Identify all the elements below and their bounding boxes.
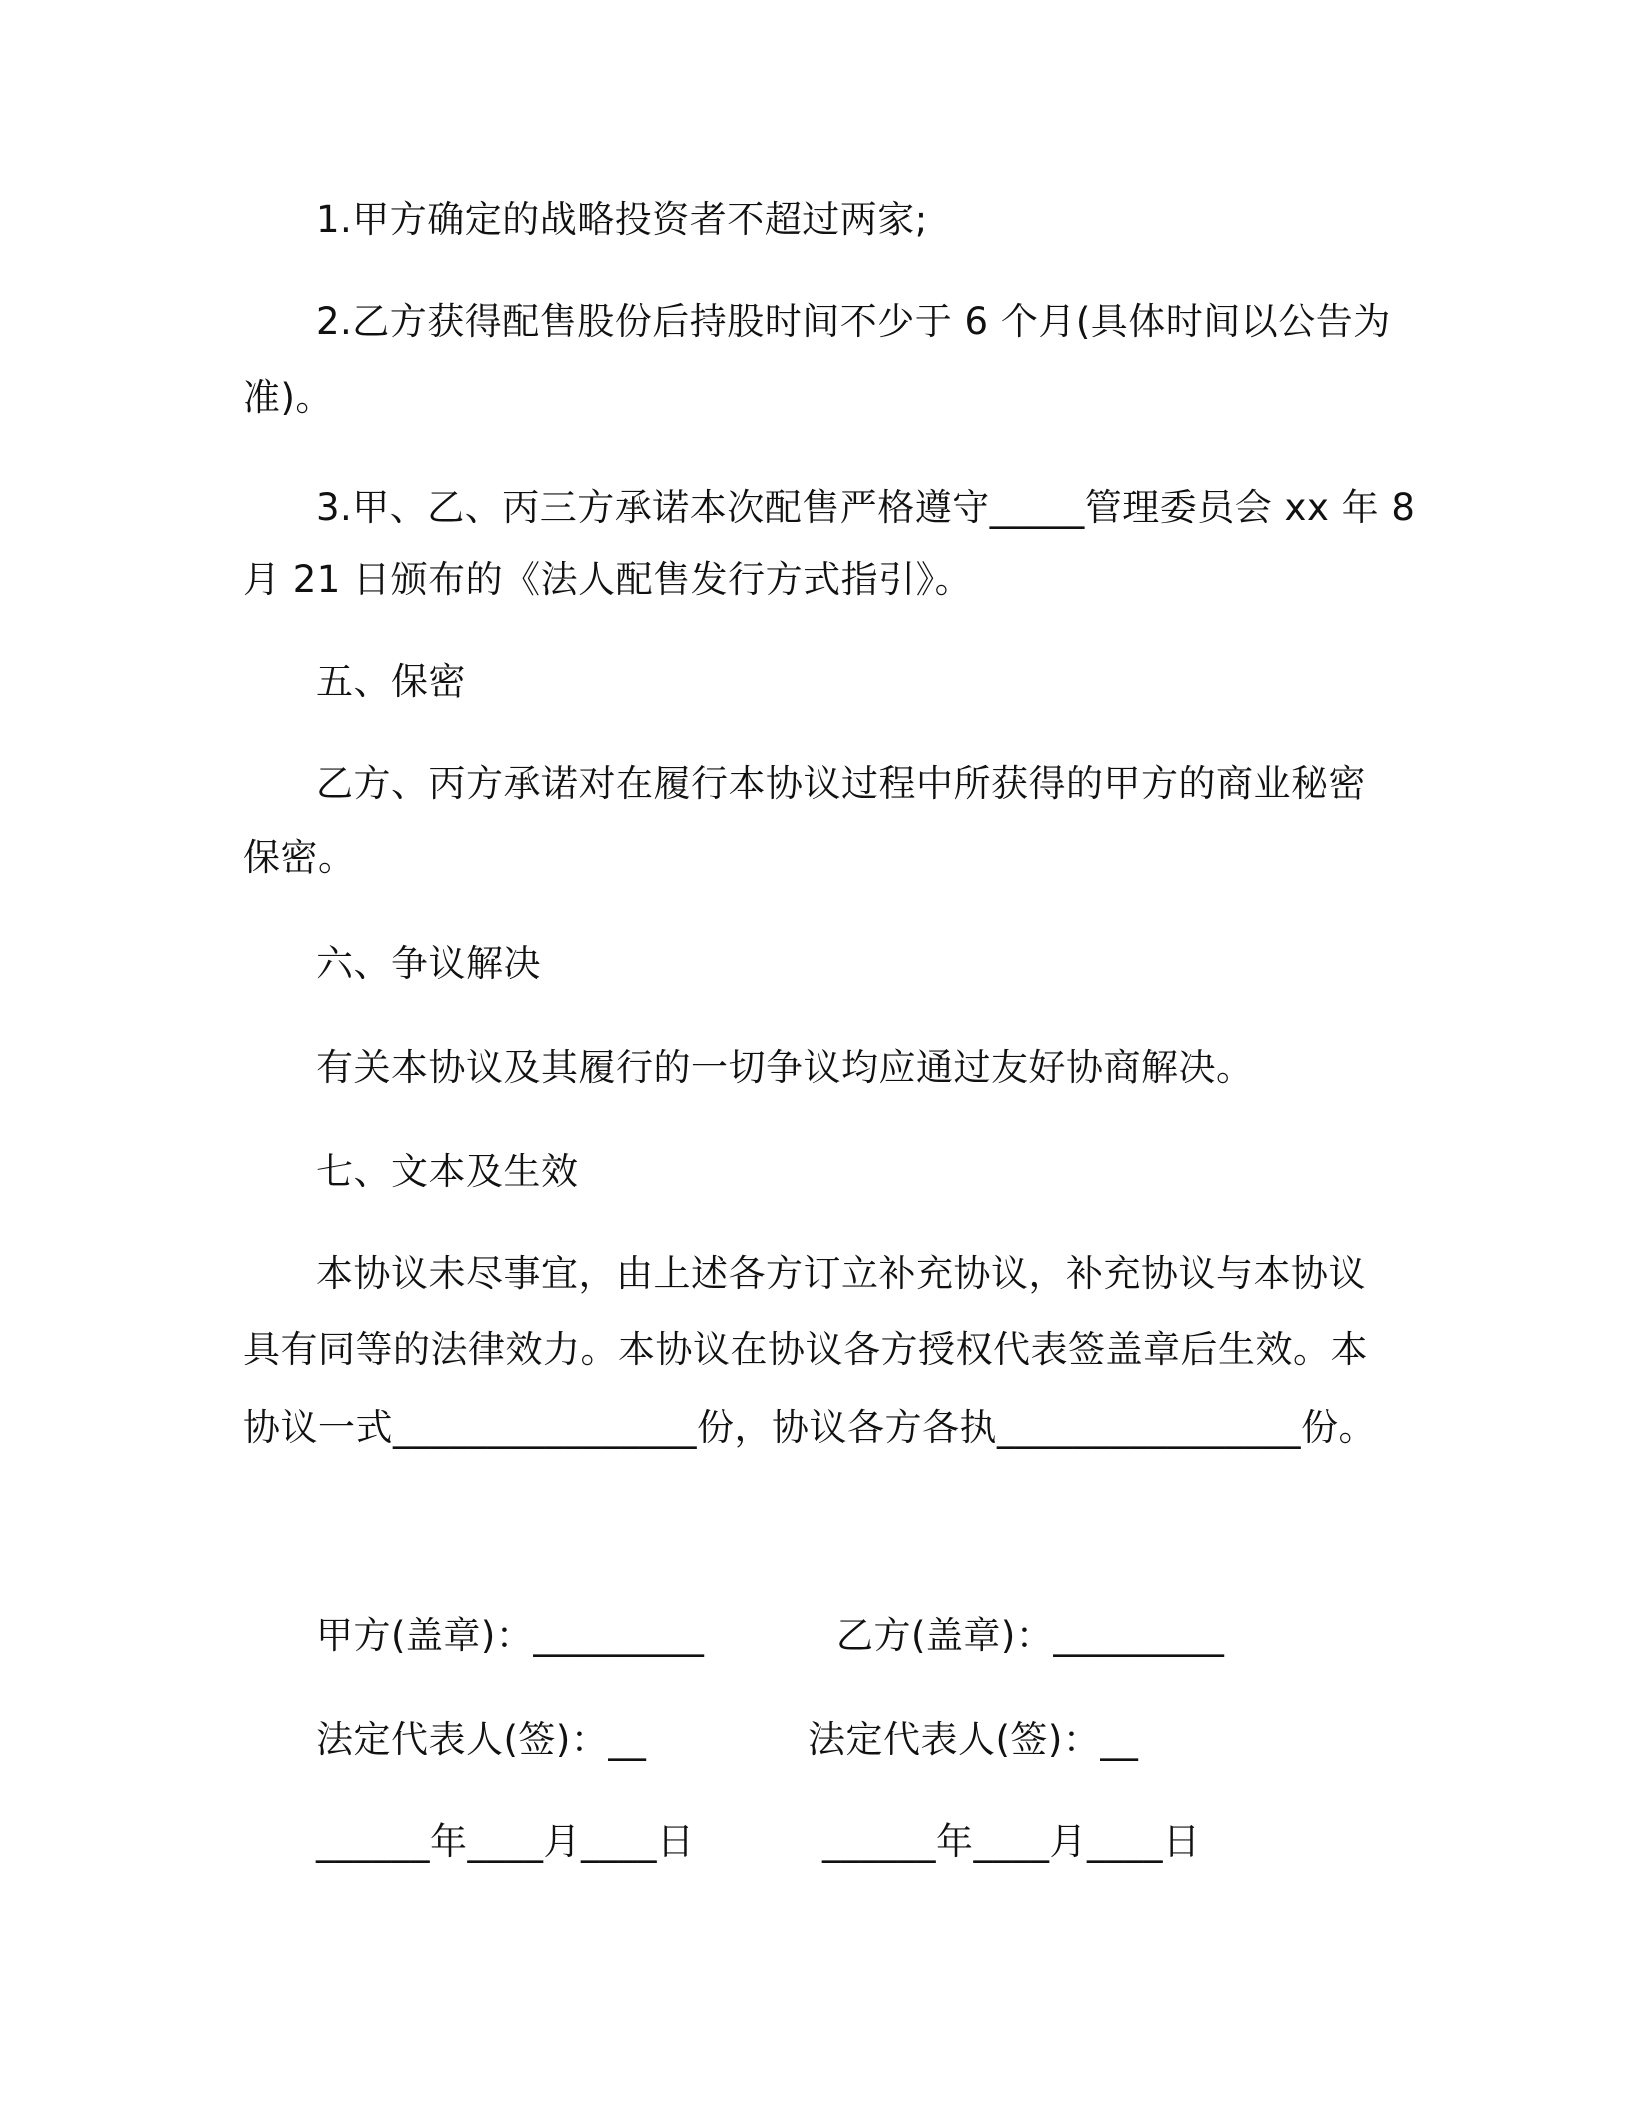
section-heading-dispute: 六、争议解决 [316, 942, 541, 985]
clause-3-line-2: 月 21 日颁布的《法人配售发行方式指引》。 [243, 558, 973, 601]
text-effect-line-3: 协议一式________________份，协议各方各执________________份。 [243, 1406, 1376, 1449]
clause-3-line-1: 3.甲、乙、丙三方承诺本次配售严格遵守_____管理委员会 xx 年 8 [316, 486, 1416, 529]
party-a-date: ______年____月____日 [316, 1820, 695, 1863]
confidentiality-line-1: 乙方、丙方承诺对在履行本协议过程中所获得的甲方的商业秘密 [316, 762, 1366, 805]
clause-2-line-2: 准)。 [243, 376, 333, 419]
party-a-seal: 甲方(盖章)：_________ [316, 1614, 705, 1657]
text-effect-line-1: 本协议未尽事宜，由上述各方订立补充协议，补充协议与本协议 [316, 1252, 1366, 1295]
party-b-date: ______年____月____日 [822, 1820, 1201, 1863]
clause-2-line-1: 2.乙方获得配售股份后持股时间不少于 6 个月(具体时间以公告为 [316, 300, 1391, 343]
clause-1-line-1: 1.甲方确定的战略投资者不超过两家; [316, 198, 928, 241]
party-b-seal: 乙方(盖章)：_________ [836, 1614, 1225, 1657]
confidentiality-line-2: 保密。 [243, 836, 356, 879]
dispute-line-1: 有关本协议及其履行的一切争议均应通过友好协商解决。 [316, 1046, 1254, 1089]
party-a-representative: 法定代表人(签)：__ [316, 1718, 647, 1761]
text-effect-line-2: 具有同等的法律效力。本协议在协议各方授权代表签盖章后生效。本 [243, 1328, 1368, 1371]
section-heading-text-effect: 七、文本及生效 [316, 1150, 579, 1193]
section-heading-confidentiality: 五、保密 [316, 660, 466, 703]
party-b-representative: 法定代表人(签)：__ [808, 1718, 1139, 1761]
